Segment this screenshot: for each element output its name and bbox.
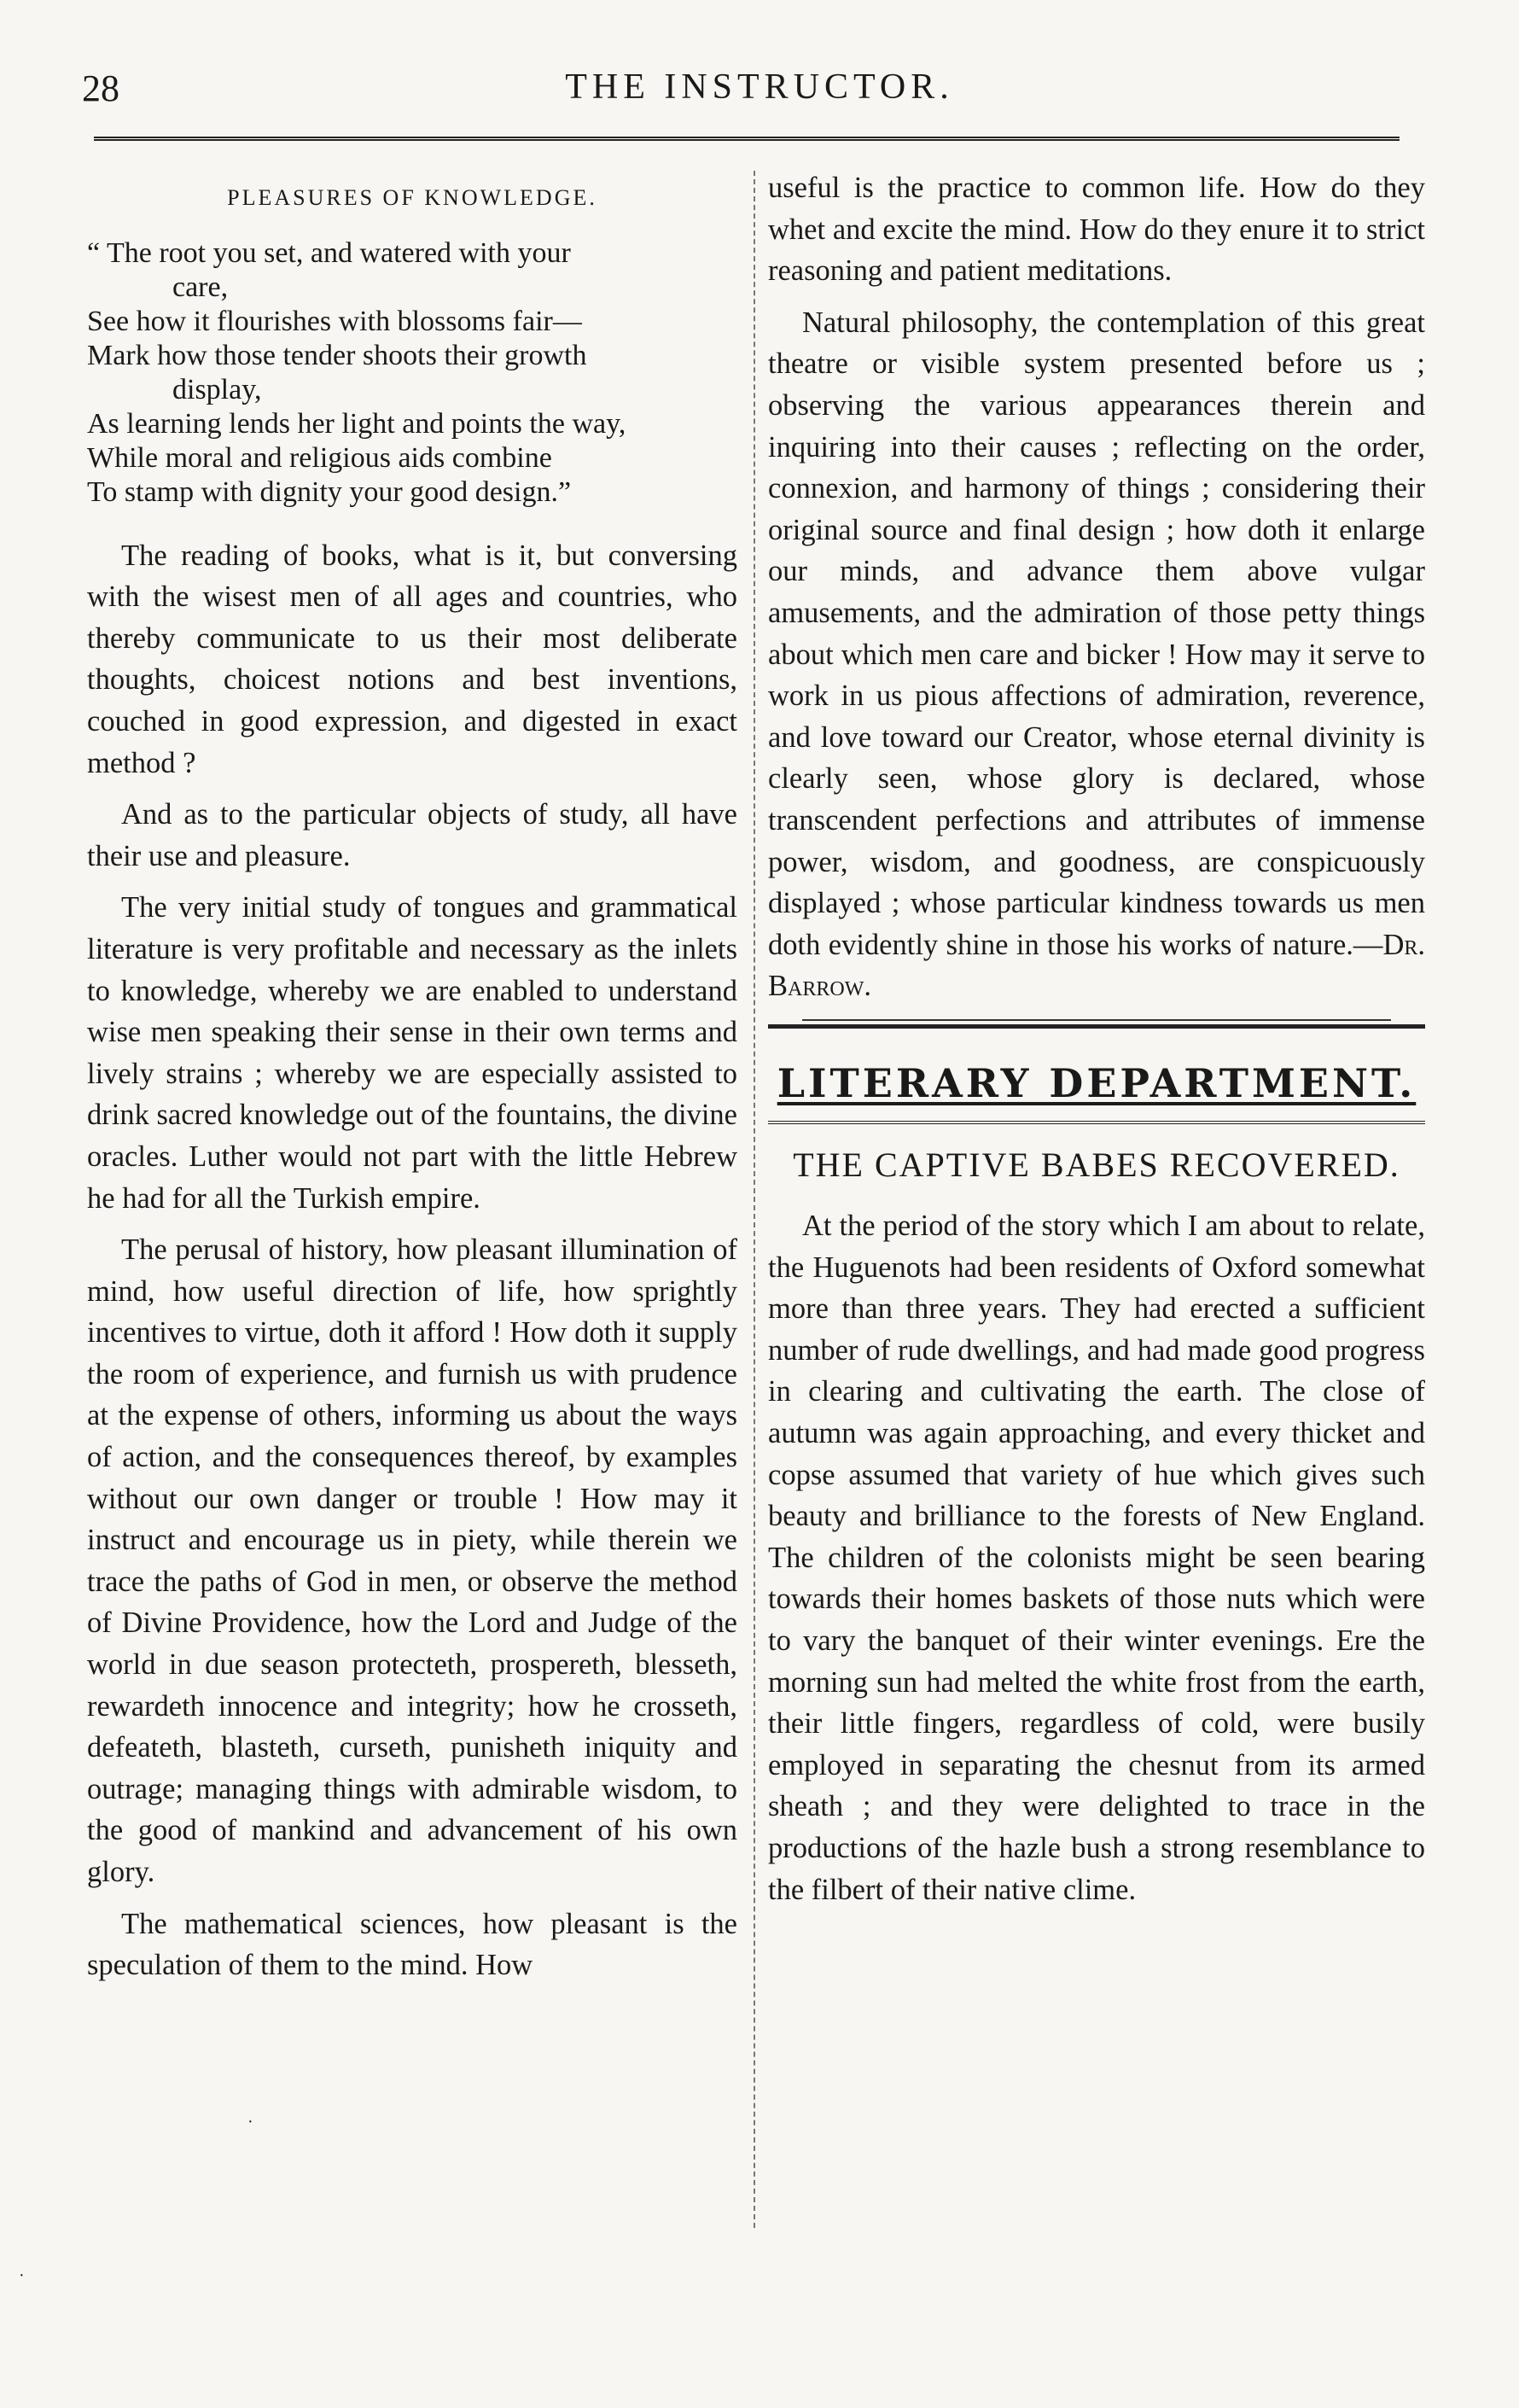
attribution: Dr. Barrow.: [768, 928, 1425, 1003]
poem-line: care,: [172, 271, 229, 303]
poem-line: “ The root you set, and watered with your: [87, 236, 571, 269]
column-divider: [754, 171, 755, 2228]
right-column: [768, 167, 1425, 1921]
paragraph: useful is the practice to common life. How do they whet and excite the mind. How do they enure it to strict reasoning and patient meditations.: [768, 172, 1425, 288]
page-number: 28: [82, 67, 119, 109]
story-title: THE CAPTIVE BABES RECOVERED.: [793, 1146, 1400, 1185]
poem-line: display,: [172, 373, 262, 405]
section-rule-thick: [768, 1024, 1425, 1029]
poem-line: See how it flourishes with blossoms fair—: [87, 305, 582, 337]
poem-line: As learning lends her light and points the way,: [87, 407, 626, 440]
header-rule: [94, 137, 1400, 146]
paragraph-text: Natural philosophy, the contemplation of this great theatre or visible system presented before us ; observing the various appearances therein and inquiring into their causes ; reflecting on the order, connexion, and harmony of things ; considering their original source and final design ; how doth it enlarge our minds, and advance them above vulgar amusements, and the admiration of those petty things about which men care and bicker ! How may it serve to work in us pious affections of admiration, reverence, and love toward our Creator, whose eternal divinity is clearly seen, whose glory is declared, whose transcendent perfections and attributes of immense power, wisdom, and goodness, are conspicuously displayed ; whose particular kindness towards us men doth evidently shine in those his works of nature.—: [768, 306, 1425, 961]
department-title: LITERARY DEPARTMENT.: [777, 1059, 1417, 1106]
department-rule: [768, 1121, 1425, 1128]
section-rule: [802, 1019, 1391, 1021]
left-column: [87, 167, 737, 1997]
stray-mark: ·: [19, 2266, 25, 2285]
stray-mark: ·: [247, 2113, 253, 2131]
paragraph: The mathematical sciences, how pleasant is the speculation of them to the mind. How: [87, 1907, 737, 1982]
paragraph: The very initial study of tongues and grammatical literature is very profitable and necessary as the inlets to knowledge, whereby we are enabled to understand wise men speaking their sense in their own terms and lively strains ; whereby we are especially assisted to drink sacred knowledge out of the fountains, the divine oracles. Luther would not part with the little Hebrew he had for all the Turkish empire.: [87, 891, 737, 1215]
epigraph-poem: [87, 236, 737, 510]
paragraph: At the period of the story which I am about to relate, the Huguenots had been residents of Oxford somewhat more than three years. They had erected a sufficient number of rude dwellings, and had made good progress in clearing and cultivating the earth. The close of autumn was again approaching, and every thicket and copse assumed that variety of hue which gives such beauty and brilliance to the forests of New England. The children of the colonists might be seen bearing towards their homes baskets of those nuts which were to vary the banquet of their winter evenings. Ere the morning sun had melted the white frost from the earth, their little fingers, regardless of cold, were busily employed in separating the chesnut from its armed sheath ; and they were delighted to trace in the productions of the hazle bush a strong resemblance to the filbert of their native clime.: [768, 1210, 1425, 1906]
running-title: THE INSTRUCTOR.: [565, 67, 954, 107]
poem-line: While moral and religious aids combine: [87, 441, 552, 474]
poem-line: To stamp with dignity your good design.”: [87, 475, 572, 508]
paragraph: The perusal of history, how pleasant illumination of mind, how useful direction of life, how sprightly incentives to virtue, doth it afford ! How doth it supply the room of experience, and furnish us with prudence at the expense of others, informing us about the ways of action, and the consequences thereof, by examples without our own danger or trouble ! How may it instruct and encourage us in piety, while therein we trace the paths of God in men, or observe the method of Divine Providence, how the Lord and Judge of the world in due season protecteth, prospereth, blesseth, rewardeth innocence and integrity; how he crosseth, defeateth, blasteth, curseth, punisheth iniquity and outrage; managing things with admirable wisdom, to the good of mankind and advancement of his own glory.: [87, 1233, 737, 1888]
paragraph: [768, 302, 1425, 1007]
paragraph: The reading of books, what is it, but conversing with the wisest men of all ages and countries, who thereby communicate to us their most deliberate thoughts, choicest notions and best inventions, couched in good expression, and digested in exact method ?: [87, 539, 737, 779]
poem-line: Mark how those tender shoots their growth: [87, 339, 587, 371]
paragraph: And as to the particular objects of study, all have their use and pleasure.: [87, 798, 737, 872]
section-title: PLEASURES OF KNOWLEDGE.: [227, 185, 597, 210]
